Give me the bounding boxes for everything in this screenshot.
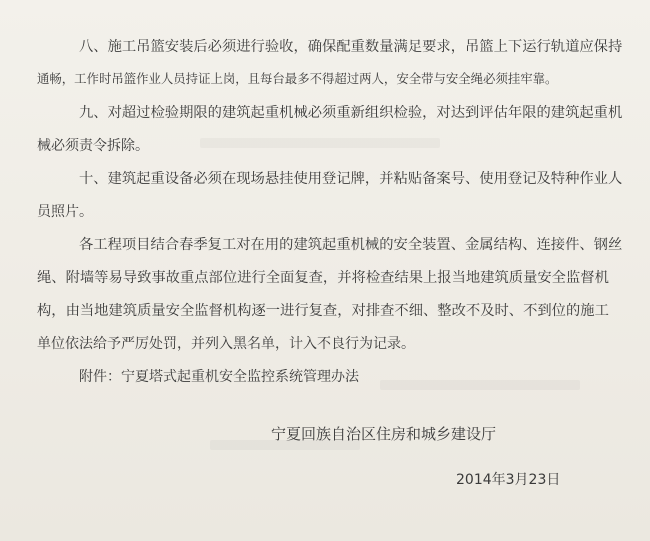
bleed-through — [200, 138, 440, 148]
attachment-line: 附件：宁夏塔式起重机安全监控系统管理办法 — [79, 369, 359, 385]
body-line-3: 九、对超过检验期限的建筑起重机械必须重新组织检验，对达到评估年限的建筑起重机 — [79, 105, 623, 121]
issuer-name: 宁夏回族自治区住房和城乡建设厅 — [271, 425, 497, 443]
bleed-through — [380, 380, 580, 390]
body-line-1: 八、施工吊篮安装后必须进行验收，确保配重数量满足要求，吊篮上下运行轨道应保持 — [79, 39, 623, 55]
body-line-4: 械必须责令拆除。 — [37, 138, 149, 154]
body-line-8: 绳、附墙等易导致事故重点部位进行全面复查，并将检查结果上报当地建筑质量安全监督机 — [37, 270, 609, 286]
body-line-10: 单位依法给予严厉处罚，并列入黑名单，计入不良行为记录。 — [37, 336, 415, 352]
body-line-7: 各工程项目结合春季复工对在用的建筑起重机械的安全装置、金属结构、连接件、钢丝 — [79, 237, 623, 253]
body-line-5: 十、建筑起重设备必须在现场悬挂使用登记牌，并粘贴备案号、使用登记及特种作业人 — [79, 171, 623, 187]
body-line-6: 员照片。 — [37, 204, 93, 220]
body-line-9: 构，由当地建筑质量安全监督机构逐一进行复查，对排查不细、整改不及时、不到位的施工 — [37, 303, 609, 319]
issue-date: 2014年3月23日 — [456, 472, 561, 488]
body-line-2: 通畅，工作时吊篮作业人员持证上岗，且每台最多不得超过两人，安全带与安全绳必须挂牢靠。 — [37, 71, 558, 86]
